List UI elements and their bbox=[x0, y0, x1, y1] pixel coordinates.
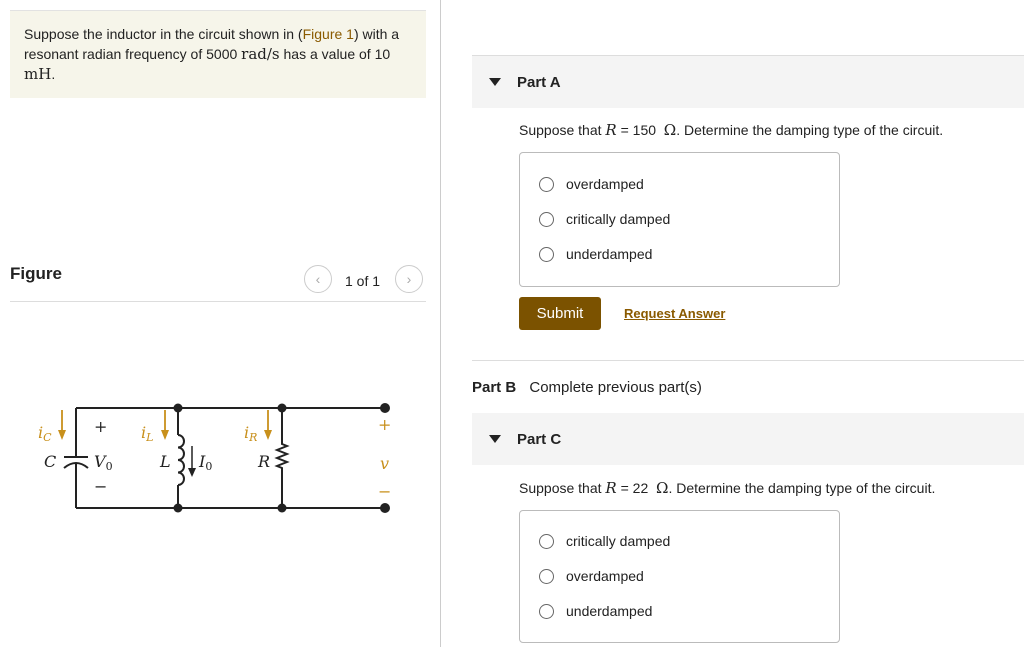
q-unit: Ω bbox=[663, 121, 677, 139]
problem-text: Suppose the inductor in the circuit shown in ( bbox=[24, 26, 303, 42]
request-answer-link[interactable]: Request Answer bbox=[624, 306, 726, 321]
next-figure-button[interactable] bbox=[395, 265, 423, 293]
label-sub: 0 bbox=[205, 460, 213, 473]
part-a-header[interactable] bbox=[472, 56, 1024, 108]
radio-button[interactable] bbox=[539, 569, 554, 584]
part-c-title: Part C bbox=[517, 430, 562, 448]
collapse-triangle-icon bbox=[489, 78, 501, 86]
I0-arrowhead bbox=[188, 468, 196, 477]
option-underdamped[interactable] bbox=[539, 603, 652, 619]
q-var: R bbox=[605, 479, 617, 497]
label-C: C bbox=[44, 452, 57, 471]
problem-text: has a value of 10 bbox=[279, 46, 391, 62]
radio-button[interactable] bbox=[539, 212, 554, 227]
part-c-header[interactable] bbox=[472, 413, 1024, 465]
label-sub: R bbox=[249, 431, 258, 444]
chevron-right-icon: › bbox=[406, 271, 412, 287]
part-b-header bbox=[472, 379, 702, 396]
label-sub: 0 bbox=[105, 460, 113, 473]
label-minus: − bbox=[378, 482, 392, 501]
option-label: overdamped bbox=[566, 176, 644, 192]
label-iC: i bbox=[38, 423, 44, 442]
label-R: R bbox=[258, 452, 271, 471]
part-c-question bbox=[519, 479, 935, 497]
svg-text:V0 bbox=[94, 452, 113, 473]
label-sub: C bbox=[43, 431, 52, 444]
label-iL: i bbox=[141, 423, 147, 442]
label-iR: i bbox=[244, 423, 250, 442]
section-divider bbox=[472, 360, 1024, 361]
unit: mH bbox=[24, 65, 52, 83]
radio-button[interactable] bbox=[539, 534, 554, 549]
figure-pager: 1 of 1 bbox=[345, 273, 381, 289]
part-a-options bbox=[519, 152, 840, 287]
label-L: L bbox=[160, 452, 171, 471]
q-unit: Ω bbox=[656, 479, 669, 497]
q-text: . Determine the damping type of the circuit. bbox=[668, 480, 936, 496]
panel-divider bbox=[440, 0, 441, 647]
label-plus: + bbox=[94, 417, 108, 436]
part-b-status: Complete previous part(s) bbox=[529, 379, 702, 396]
resistor bbox=[277, 408, 287, 508]
wire bbox=[76, 408, 385, 508]
option-label: critically damped bbox=[566, 211, 671, 227]
label-v: v bbox=[380, 454, 390, 473]
label-sub: L bbox=[146, 431, 154, 444]
label-minus: − bbox=[94, 477, 108, 496]
chevron-left-icon: ‹ bbox=[315, 271, 321, 287]
option-critically-damped[interactable] bbox=[539, 533, 670, 549]
label-plus: + bbox=[378, 415, 392, 434]
option-label: critically damped bbox=[566, 533, 671, 549]
prev-figure-button[interactable] bbox=[304, 265, 332, 293]
problem-text: ) with a resonant radian frequency of 5000 bbox=[24, 26, 400, 62]
option-overdamped[interactable] bbox=[539, 568, 644, 584]
submit-button[interactable]: Submit bbox=[519, 297, 601, 330]
svg-text:I0 bbox=[198, 452, 212, 473]
part-b-title: Part B bbox=[472, 379, 517, 396]
iL-arrow bbox=[161, 430, 169, 440]
unit: rad/s bbox=[241, 45, 280, 63]
figure-link[interactable]: Figure 1 bbox=[302, 26, 354, 42]
figure-heading: Figure bbox=[10, 264, 62, 283]
q-text: Suppose that bbox=[519, 122, 606, 138]
iC-arrow bbox=[58, 430, 66, 440]
radio-button[interactable] bbox=[539, 604, 554, 619]
figure-divider bbox=[10, 301, 426, 302]
option-label: underdamped bbox=[566, 603, 653, 619]
q-text: Suppose that bbox=[519, 480, 606, 496]
problem-text: . bbox=[51, 66, 56, 82]
q-value: = 22 bbox=[616, 480, 657, 496]
option-critically-damped[interactable] bbox=[539, 211, 670, 227]
part-a-title: Part A bbox=[517, 73, 561, 91]
inductor-coil bbox=[178, 435, 184, 485]
svg-text:iR bbox=[244, 423, 257, 444]
svg-text:iL bbox=[141, 423, 153, 444]
svg-text:iC bbox=[38, 423, 52, 444]
q-text: . Determine the damping type of the circuit. bbox=[676, 122, 944, 138]
circuit-diagram bbox=[0, 380, 440, 530]
option-underdamped[interactable] bbox=[539, 246, 652, 262]
problem-statement bbox=[10, 10, 426, 98]
option-overdamped[interactable] bbox=[539, 176, 644, 192]
label-V0: V bbox=[94, 452, 106, 471]
part-a-question bbox=[519, 121, 943, 139]
q-value: = 150 bbox=[616, 122, 664, 138]
q-var: R bbox=[605, 121, 617, 139]
option-label: underdamped bbox=[566, 246, 653, 262]
radio-button[interactable] bbox=[539, 177, 554, 192]
collapse-triangle-icon bbox=[489, 435, 501, 443]
option-label: overdamped bbox=[566, 568, 644, 584]
label-I0: I bbox=[199, 452, 206, 471]
part-c-options bbox=[519, 510, 840, 643]
iR-arrow bbox=[264, 430, 272, 440]
radio-button[interactable] bbox=[539, 247, 554, 262]
